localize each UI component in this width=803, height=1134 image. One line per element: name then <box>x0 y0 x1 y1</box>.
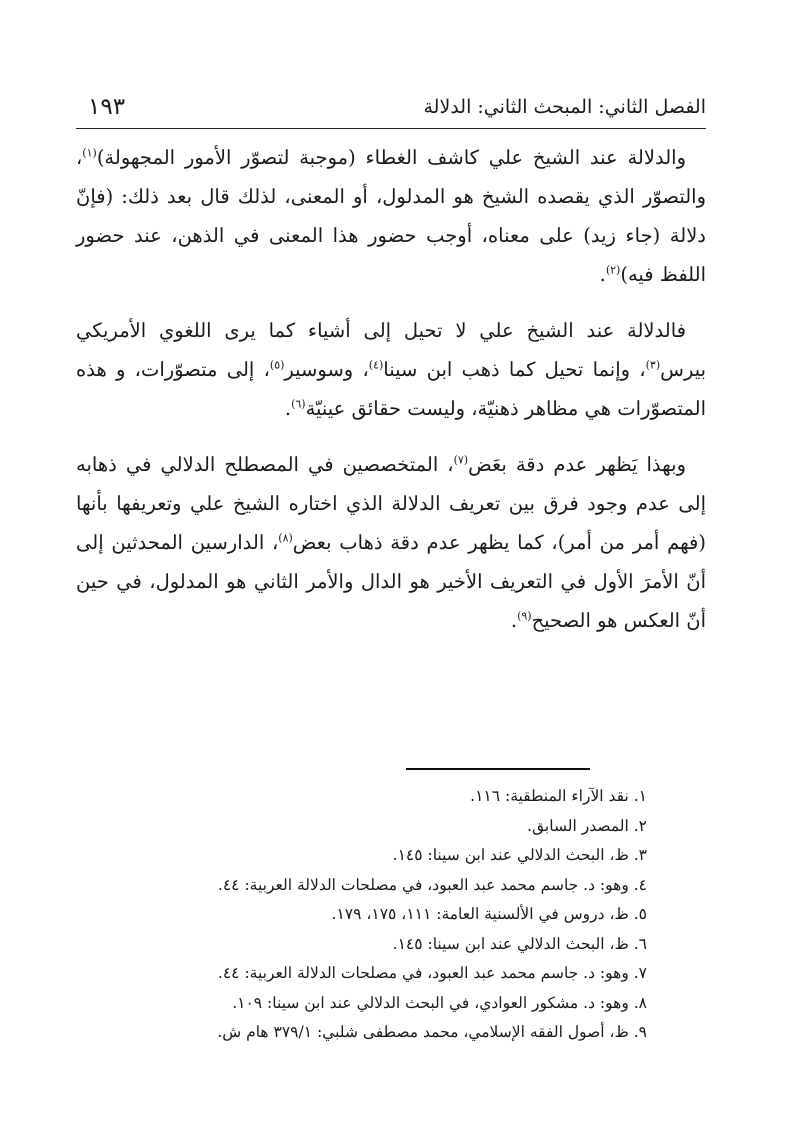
chapter-title: الفصل الثاني: المبحث الثاني: الدلالة <box>423 96 706 118</box>
paragraph-text: . <box>510 609 518 632</box>
footnote-item: ٧. وهو: د. جاسم محمد عبد العبود، في مصلحات الدلالة العربية: ٤٤. <box>217 964 647 982</box>
footnote-marker: (٧) <box>453 453 469 467</box>
footnote-marker: (٥) <box>269 358 285 372</box>
footnote-marker: (٩) <box>517 609 532 623</box>
paragraph-3 <box>76 445 706 640</box>
paragraph-text: فالدلالة عند الشيخ علي لا تحيل إلى أشياء كما يرى اللغوي الأمريكي بيرس <box>76 319 707 381</box>
footnote-item: ٤. وهو: د. جاسم محمد عبد العبود، في مصلحات الدلالة العربية: ٤٤. <box>217 875 647 894</box>
footnote-item: ١. نقد الآراء المنطقية: ١١٦. <box>470 787 647 805</box>
paragraph-text: والدلالة عند الشيخ علي كاشف الغطاء (موجبة لتصوّر الأمور المجهولة) <box>96 146 686 169</box>
footnote-marker: (٨) <box>278 531 293 545</box>
footnote-marker: (٤) <box>368 358 384 372</box>
page-number: ١٩٣ <box>88 94 126 120</box>
footnote-item: ٢. المصدر السابق. <box>527 816 647 835</box>
footnote-item: ٣. ظ، البحث الدلالي عند ابن سينا: ١٤٥. <box>392 846 647 864</box>
footnote-marker: (١) <box>82 146 97 160</box>
footnote-item: ٨. وهو: د. مشكور العوادي، في البحث الدلالي عند ابن سينا: ١٠٩. <box>232 993 647 1012</box>
paragraph-text: ، المتخصصين في المصطلح الدلالي في ذهابه إلى عدم وجود فرق بين تعريف الدلالة الذي اختاره الشيخ علي وتعريفها بأنها (فهم أمر من أمر)، كما يظهر عدم دقة ذهاب بعض <box>76 453 706 554</box>
paragraph-text: ، وسوسير <box>284 358 369 381</box>
paragraph-text: ، الدارسين المحدثين إلى أنّ الأمرَ الأول في التعريف الأخير هو الدال والأمر الثاني هو المدلول، في حين أنّ العكس هو الصحيح <box>76 531 707 632</box>
footnote-marker: (٦) <box>291 397 306 411</box>
main-text <box>76 138 706 657</box>
running-header <box>76 92 706 132</box>
footnote-item: ٥. ظ، دروس في الألسنية العامة: ١١١، ١٧٥، ١٧٩. <box>331 905 647 923</box>
footnote-marker: (٣) <box>645 358 661 372</box>
footnote-item: ٩. ظ، أصول الفقه الإسلامي، محمد مصطفى شلبي: ٣٧٩/١ هام ش. <box>217 1023 647 1041</box>
footnote-separator <box>406 768 590 770</box>
paragraph-text: . <box>284 397 292 420</box>
paragraph-1 <box>76 138 706 294</box>
paragraph-text: ، والتصوّر الذي يقصده الشيخ هو المدلول، أو المعنى، لذلك قال بعد ذلك: (فإنّ دلالة (جاء زيد) على معناه، أوجب حضور هذا المعنى في الذهن، عند حضور اللفظ فيه) <box>76 146 706 286</box>
paragraph-text: ، وإنما تحيل كما ذهب ابن سينا <box>383 358 646 381</box>
footnotes-list <box>87 782 647 1048</box>
footnote-item: ٦. ظ، البحث الدلالي عند ابن سينا: ١٤٥. <box>392 934 647 953</box>
paragraph-text: . <box>599 263 606 286</box>
footnote-marker: (٢) <box>605 263 621 277</box>
paragraph-2 <box>76 311 706 428</box>
paragraph-text: وبهذا يَظهر عدم دقة بعَض <box>468 453 687 476</box>
header-divider <box>76 128 706 129</box>
paragraph-text: ، إلى متصوّرات، و هذه المتصوّرات هي مظاهر ذهنيّة، وليست حقائق عينيّة <box>76 358 706 420</box>
